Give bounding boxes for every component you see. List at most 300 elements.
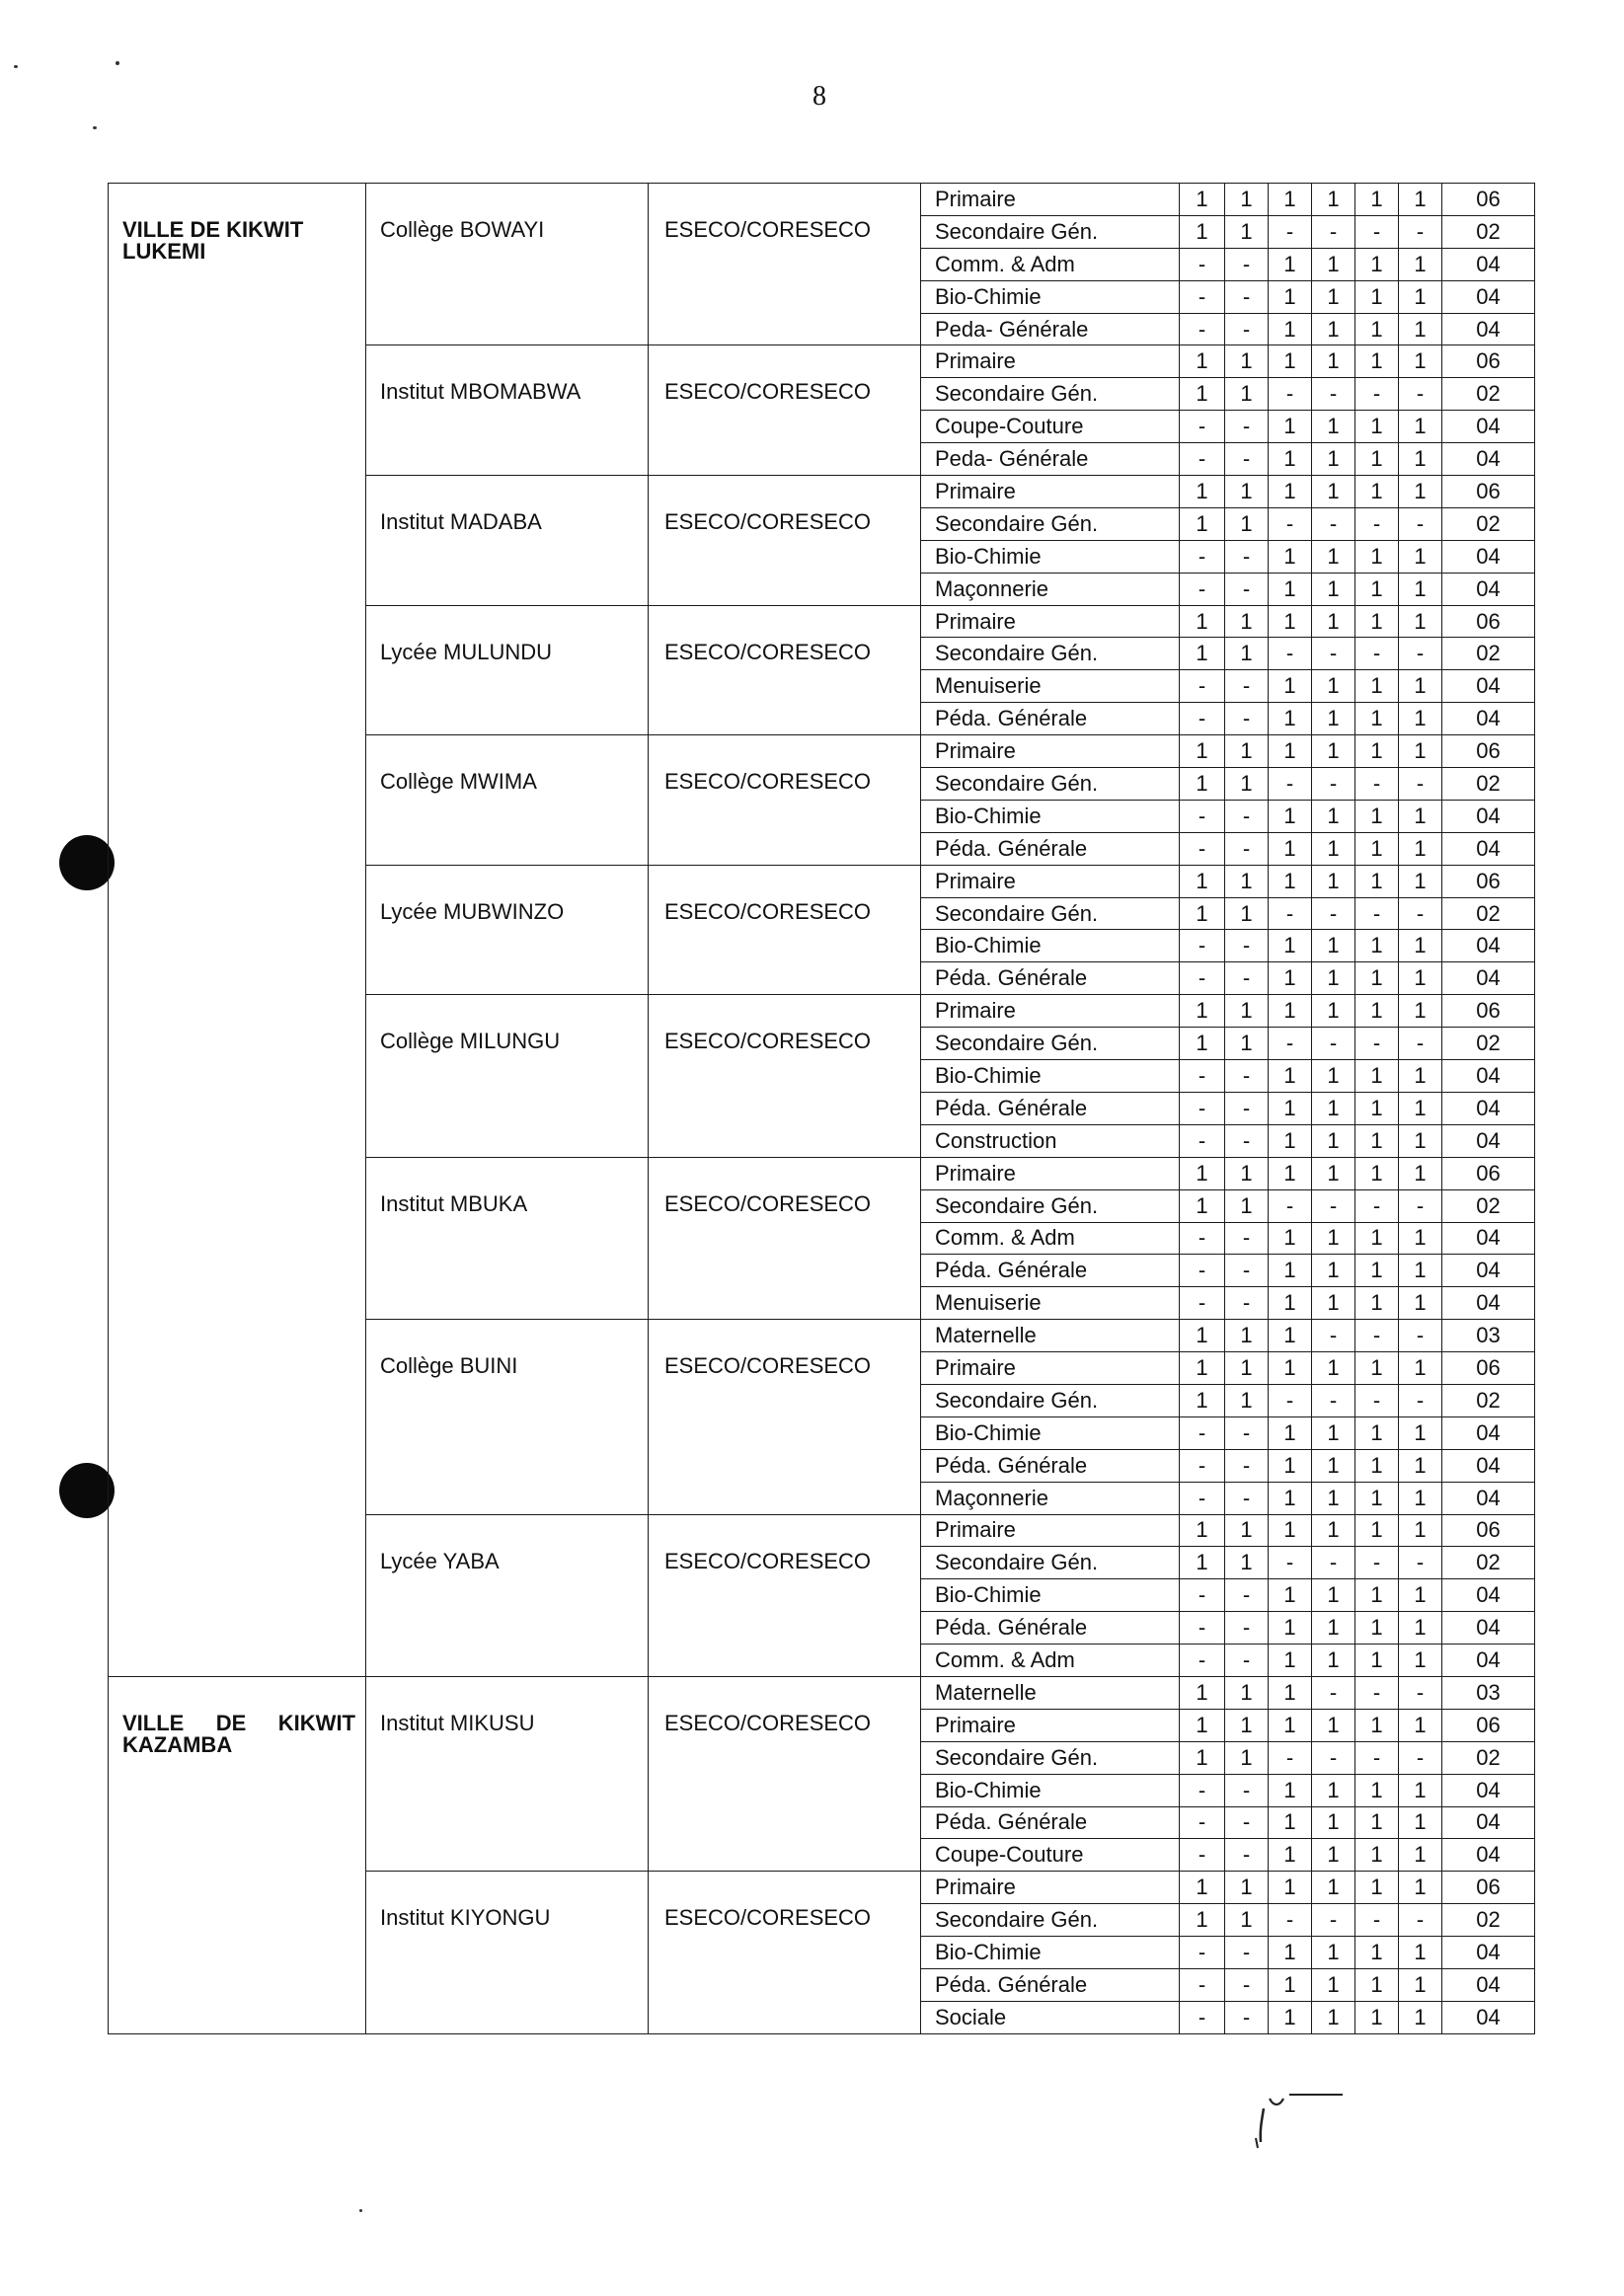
class-total: 04	[1442, 1060, 1535, 1093]
class-mark: 1	[1269, 1872, 1312, 1904]
scan-speck	[116, 61, 119, 65]
class-mark: -	[1399, 215, 1442, 248]
section-name: Bio-Chimie	[921, 1937, 1180, 1969]
class-mark: -	[1225, 1645, 1269, 1677]
section-name: Péda. Générale	[921, 1255, 1180, 1287]
class-mark: 1	[1312, 1482, 1355, 1514]
class-mark: -	[1180, 1092, 1225, 1124]
class-mark: -	[1180, 1222, 1225, 1255]
class-mark: 1	[1355, 573, 1399, 605]
section-name: Coupe-Couture	[921, 1839, 1180, 1872]
section-name: Bio-Chimie	[921, 1579, 1180, 1612]
class-mark: 1	[1269, 1092, 1312, 1124]
class-mark: 1	[1225, 1514, 1269, 1547]
class-mark: -	[1225, 2001, 1269, 2033]
class-mark: -	[1180, 1482, 1225, 1514]
class-total: 04	[1442, 962, 1535, 995]
class-mark: 1	[1355, 1579, 1399, 1612]
class-mark: 1	[1355, 1092, 1399, 1124]
class-mark: 1	[1225, 378, 1269, 411]
class-mark: 1	[1355, 1416, 1399, 1449]
class-mark: -	[1180, 1839, 1225, 1872]
class-mark: 1	[1355, 2001, 1399, 2033]
school-network: ESECO/CORESECO	[649, 345, 921, 476]
class-total: 06	[1442, 735, 1535, 768]
section-name: Péda. Générale	[921, 1092, 1180, 1124]
class-mark: 1	[1225, 1904, 1269, 1937]
class-total: 02	[1442, 378, 1535, 411]
section-name: Primaire	[921, 184, 1180, 216]
class-mark: -	[1355, 638, 1399, 670]
class-mark: 1	[1225, 1547, 1269, 1579]
class-mark: 1	[1180, 768, 1225, 801]
section-name: Maçonnerie	[921, 573, 1180, 605]
class-total: 06	[1442, 1157, 1535, 1189]
class-mark: -	[1225, 1449, 1269, 1482]
section-name: Péda. Générale	[921, 832, 1180, 865]
class-mark: -	[1269, 1384, 1312, 1416]
class-mark: -	[1399, 1384, 1442, 1416]
class-mark: 1	[1355, 670, 1399, 703]
class-mark: 1	[1225, 1872, 1269, 1904]
class-mark: 1	[1180, 1028, 1225, 1060]
class-mark: 1	[1355, 540, 1399, 573]
class-total: 02	[1442, 1741, 1535, 1774]
class-mark: 1	[1269, 1320, 1312, 1352]
class-mark: 1	[1399, 865, 1442, 897]
school-name: Collège MILUNGU	[366, 995, 649, 1157]
class-total: 02	[1442, 638, 1535, 670]
class-mark: 1	[1312, 345, 1355, 378]
class-mark: -	[1355, 378, 1399, 411]
class-mark: 1	[1225, 1320, 1269, 1352]
class-mark: -	[1355, 1384, 1399, 1416]
class-mark: -	[1180, 1806, 1225, 1839]
class-mark: -	[1355, 215, 1399, 248]
class-mark: 1	[1269, 443, 1312, 476]
class-mark: 1	[1269, 1937, 1312, 1969]
class-total: 04	[1442, 1968, 1535, 2001]
class-total: 04	[1442, 313, 1535, 345]
class-mark: -	[1180, 411, 1225, 443]
class-mark: 1	[1312, 411, 1355, 443]
class-mark: -	[1269, 1547, 1312, 1579]
class-mark: 1	[1180, 1514, 1225, 1547]
class-mark: 1	[1399, 1124, 1442, 1157]
class-total: 02	[1442, 897, 1535, 930]
class-mark: 1	[1225, 1676, 1269, 1709]
class-mark: 1	[1399, 2001, 1442, 2033]
class-mark: 1	[1355, 1872, 1399, 1904]
class-mark: -	[1225, 962, 1269, 995]
school-name: Institut MIKUSU	[366, 1676, 649, 1871]
school-network: ESECO/CORESECO	[649, 1872, 921, 2033]
section-name: Secondaire Gén.	[921, 378, 1180, 411]
class-mark: 1	[1355, 1709, 1399, 1741]
class-mark: -	[1180, 1774, 1225, 1806]
class-mark: 1	[1180, 1352, 1225, 1385]
class-mark: 1	[1225, 995, 1269, 1028]
class-mark: 1	[1355, 313, 1399, 345]
section-name: Péda. Générale	[921, 1968, 1180, 2001]
class-mark: 1	[1355, 1449, 1399, 1482]
class-mark: -	[1180, 573, 1225, 605]
class-mark: 1	[1399, 735, 1442, 768]
section-name: Péda. Générale	[921, 962, 1180, 995]
class-mark: 1	[1225, 638, 1269, 670]
class-mark: -	[1180, 1968, 1225, 2001]
section-name: Menuiserie	[921, 1287, 1180, 1320]
class-mark: -	[1225, 280, 1269, 313]
class-mark: -	[1225, 1287, 1269, 1320]
class-mark: -	[1355, 1547, 1399, 1579]
class-mark: -	[1269, 768, 1312, 801]
class-total: 02	[1442, 1189, 1535, 1222]
table-row	[109, 1676, 1535, 1709]
section-name: Bio-Chimie	[921, 800, 1180, 832]
class-mark: 1	[1269, 670, 1312, 703]
class-mark: 1	[1312, 1937, 1355, 1969]
class-mark: -	[1180, 962, 1225, 995]
school-name: Collège BOWAYI	[366, 184, 649, 345]
class-total: 04	[1442, 280, 1535, 313]
class-mark: -	[1180, 1060, 1225, 1093]
class-mark: 1	[1355, 1839, 1399, 1872]
class-mark: -	[1399, 1676, 1442, 1709]
class-mark: -	[1312, 897, 1355, 930]
class-mark: 1	[1269, 345, 1312, 378]
class-mark: 1	[1312, 962, 1355, 995]
class-mark: -	[1355, 897, 1399, 930]
table-row	[109, 184, 1535, 216]
section-name: Primaire	[921, 1514, 1180, 1547]
punch-hole	[59, 835, 115, 890]
class-total: 04	[1442, 573, 1535, 605]
class-mark: 1	[1399, 930, 1442, 962]
class-mark: 1	[1269, 1645, 1312, 1677]
class-mark: -	[1225, 1255, 1269, 1287]
class-mark: 1	[1312, 1709, 1355, 1741]
class-mark: -	[1225, 1482, 1269, 1514]
school-network: ESECO/CORESECO	[649, 1320, 921, 1514]
section-name: Secondaire Gén.	[921, 1741, 1180, 1774]
class-mark: -	[1225, 411, 1269, 443]
class-mark: 1	[1269, 995, 1312, 1028]
class-mark: -	[1355, 1676, 1399, 1709]
class-mark: 1	[1225, 605, 1269, 638]
class-mark: 1	[1312, 703, 1355, 735]
class-mark: 1	[1269, 1449, 1312, 1482]
class-total: 04	[1442, 670, 1535, 703]
class-mark: 1	[1269, 962, 1312, 995]
class-total: 04	[1442, 1806, 1535, 1839]
section-name: Primaire	[921, 865, 1180, 897]
class-mark: 1	[1312, 865, 1355, 897]
class-mark: 1	[1312, 184, 1355, 216]
class-mark: 1	[1399, 832, 1442, 865]
class-mark: -	[1399, 1547, 1442, 1579]
class-mark: 1	[1180, 1904, 1225, 1937]
class-mark: 1	[1269, 540, 1312, 573]
class-mark: -	[1180, 2001, 1225, 2033]
class-mark: -	[1399, 507, 1442, 540]
class-mark: -	[1225, 313, 1269, 345]
class-mark: 1	[1269, 2001, 1312, 2033]
class-total: 06	[1442, 1709, 1535, 1741]
class-mark: -	[1312, 507, 1355, 540]
class-mark: 1	[1399, 670, 1442, 703]
class-mark: 1	[1399, 476, 1442, 508]
school-name: Lycée MULUNDU	[366, 605, 649, 735]
class-mark: 1	[1312, 313, 1355, 345]
class-mark: 1	[1399, 1579, 1442, 1612]
school-name: Institut MADABA	[366, 476, 649, 606]
class-mark: 1	[1399, 573, 1442, 605]
class-mark: 1	[1355, 1482, 1399, 1514]
class-mark: -	[1225, 670, 1269, 703]
class-mark: -	[1269, 1028, 1312, 1060]
class-total: 02	[1442, 215, 1535, 248]
class-mark: 1	[1312, 476, 1355, 508]
class-mark: 1	[1180, 507, 1225, 540]
class-mark: 1	[1312, 1124, 1355, 1157]
section-name: Primaire	[921, 476, 1180, 508]
class-total: 04	[1442, 1416, 1535, 1449]
class-mark: 1	[1269, 573, 1312, 605]
class-total: 02	[1442, 1384, 1535, 1416]
class-total: 02	[1442, 1547, 1535, 1579]
school-name: Lycée YABA	[366, 1514, 649, 1676]
class-mark: 1	[1312, 248, 1355, 280]
class-mark: 1	[1312, 1806, 1355, 1839]
class-mark: 1	[1399, 248, 1442, 280]
class-mark: -	[1225, 1124, 1269, 1157]
class-mark: -	[1269, 1741, 1312, 1774]
class-mark: 1	[1269, 1612, 1312, 1645]
class-mark: -	[1225, 1579, 1269, 1612]
class-mark: 1	[1225, 897, 1269, 930]
school-network: ESECO/CORESECO	[649, 605, 921, 735]
table-body	[109, 184, 1535, 2034]
location-district: LUKEMI	[122, 239, 206, 264]
class-mark: -	[1269, 897, 1312, 930]
class-mark: 1	[1312, 995, 1355, 1028]
class-mark: 1	[1312, 1872, 1355, 1904]
school-network: ESECO/CORESECO	[649, 735, 921, 866]
class-mark: 1	[1312, 1839, 1355, 1872]
class-mark: 1	[1312, 540, 1355, 573]
class-mark: 1	[1225, 476, 1269, 508]
class-mark: 1	[1312, 1092, 1355, 1124]
class-mark: 1	[1355, 605, 1399, 638]
class-total: 06	[1442, 1872, 1535, 1904]
class-total: 04	[1442, 703, 1535, 735]
class-mark: 1	[1269, 1774, 1312, 1806]
class-mark: 1	[1399, 1872, 1442, 1904]
class-mark: 1	[1180, 1676, 1225, 1709]
class-mark: 1	[1269, 735, 1312, 768]
class-total: 04	[1442, 1255, 1535, 1287]
class-mark: -	[1355, 1904, 1399, 1937]
class-mark: 1	[1225, 1189, 1269, 1222]
class-mark: 1	[1312, 573, 1355, 605]
class-mark: -	[1399, 1741, 1442, 1774]
section-name: Bio-Chimie	[921, 1416, 1180, 1449]
class-mark: 1	[1399, 1287, 1442, 1320]
class-mark: 1	[1399, 605, 1442, 638]
class-mark: -	[1180, 280, 1225, 313]
class-mark: 1	[1269, 1482, 1312, 1514]
class-mark: 1	[1269, 930, 1312, 962]
class-mark: 1	[1399, 1449, 1442, 1482]
class-mark: 1	[1269, 1416, 1312, 1449]
class-mark: -	[1225, 1222, 1269, 1255]
class-mark: -	[1355, 1028, 1399, 1060]
section-name: Bio-Chimie	[921, 930, 1180, 962]
class-mark: 1	[1355, 1645, 1399, 1677]
class-mark: 1	[1225, 1352, 1269, 1385]
class-total: 04	[1442, 1612, 1535, 1645]
section-name: Comm. & Adm	[921, 1222, 1180, 1255]
class-mark: 1	[1399, 1612, 1442, 1645]
class-mark: 1	[1355, 1774, 1399, 1806]
class-mark: 1	[1312, 1612, 1355, 1645]
class-mark: 1	[1399, 1645, 1442, 1677]
class-mark: -	[1225, 1774, 1269, 1806]
class-mark: 1	[1312, 1352, 1355, 1385]
class-total: 04	[1442, 800, 1535, 832]
class-mark: 1	[1180, 995, 1225, 1028]
class-mark: -	[1269, 1189, 1312, 1222]
handwritten-mark	[1246, 2091, 1354, 2150]
class-total: 04	[1442, 1482, 1535, 1514]
class-mark: -	[1180, 443, 1225, 476]
class-mark: 1	[1180, 735, 1225, 768]
class-mark: -	[1225, 1416, 1269, 1449]
class-mark: 1	[1399, 1482, 1442, 1514]
class-mark: -	[1312, 1384, 1355, 1416]
class-mark: 1	[1269, 184, 1312, 216]
class-total: 04	[1442, 1222, 1535, 1255]
class-mark: 1	[1312, 280, 1355, 313]
class-mark: -	[1355, 1189, 1399, 1222]
school-name: Lycée MUBWINZO	[366, 865, 649, 995]
class-mark: 1	[1180, 1320, 1225, 1352]
class-mark: 1	[1399, 1255, 1442, 1287]
location-cell	[109, 184, 366, 1677]
class-mark: 1	[1399, 703, 1442, 735]
class-mark: 1	[1225, 184, 1269, 216]
class-mark: 1	[1269, 832, 1312, 865]
class-mark: 1	[1312, 1514, 1355, 1547]
class-mark: 1	[1399, 540, 1442, 573]
class-mark: 1	[1399, 1709, 1442, 1741]
class-mark: 1	[1312, 1157, 1355, 1189]
class-mark: 1	[1355, 1287, 1399, 1320]
class-mark: -	[1225, 832, 1269, 865]
class-mark: 1	[1355, 1124, 1399, 1157]
class-mark: -	[1399, 378, 1442, 411]
class-mark: 1	[1225, 1157, 1269, 1189]
class-mark: 1	[1180, 1547, 1225, 1579]
class-mark: -	[1312, 1904, 1355, 1937]
class-mark: 1	[1399, 800, 1442, 832]
location-district: KAZAMBA	[122, 1731, 233, 1757]
section-name: Bio-Chimie	[921, 1774, 1180, 1806]
class-mark: -	[1180, 930, 1225, 962]
class-mark: 1	[1269, 1579, 1312, 1612]
class-mark: 1	[1399, 313, 1442, 345]
section-name: Primaire	[921, 1157, 1180, 1189]
class-total: 06	[1442, 995, 1535, 1028]
class-mark: 1	[1269, 703, 1312, 735]
section-name: Secondaire Gén.	[921, 1904, 1180, 1937]
class-mark: 1	[1180, 1189, 1225, 1222]
class-mark: 1	[1355, 800, 1399, 832]
class-mark: 1	[1225, 215, 1269, 248]
class-total: 03	[1442, 1676, 1535, 1709]
class-total: 06	[1442, 184, 1535, 216]
school-network: ESECO/CORESECO	[649, 1676, 921, 1871]
class-mark: -	[1312, 1547, 1355, 1579]
class-total: 04	[1442, 2001, 1535, 2033]
class-mark: 1	[1269, 1124, 1312, 1157]
section-name: Primaire	[921, 345, 1180, 378]
class-mark: 1	[1269, 1709, 1312, 1741]
class-mark: 1	[1312, 930, 1355, 962]
class-mark: 1	[1399, 1092, 1442, 1124]
class-mark: -	[1180, 1579, 1225, 1612]
class-mark: -	[1269, 507, 1312, 540]
class-mark: 1	[1225, 1741, 1269, 1774]
class-mark: 1	[1399, 1968, 1442, 2001]
class-mark: -	[1399, 638, 1442, 670]
class-mark: 1	[1399, 411, 1442, 443]
class-mark: 1	[1180, 476, 1225, 508]
class-mark: 1	[1225, 507, 1269, 540]
class-mark: -	[1180, 800, 1225, 832]
section-name: Peda- Générale	[921, 313, 1180, 345]
class-mark: -	[1225, 703, 1269, 735]
class-mark: 1	[1180, 638, 1225, 670]
section-name: Peda- Générale	[921, 443, 1180, 476]
section-name: Primaire	[921, 995, 1180, 1028]
section-name: Secondaire Gén.	[921, 897, 1180, 930]
class-mark: 1	[1399, 1514, 1442, 1547]
class-mark: 1	[1269, 313, 1312, 345]
class-total: 06	[1442, 1514, 1535, 1547]
class-mark: 1	[1269, 1060, 1312, 1093]
class-total: 03	[1442, 1320, 1535, 1352]
class-mark: 1	[1355, 865, 1399, 897]
class-mark: -	[1399, 897, 1442, 930]
class-mark: 1	[1269, 248, 1312, 280]
class-mark: -	[1180, 248, 1225, 280]
class-mark: -	[1312, 1320, 1355, 1352]
class-mark: 1	[1269, 865, 1312, 897]
section-name: Bio-Chimie	[921, 540, 1180, 573]
class-mark: -	[1312, 1189, 1355, 1222]
class-mark: -	[1269, 638, 1312, 670]
class-mark: 1	[1225, 735, 1269, 768]
class-total: 04	[1442, 1092, 1535, 1124]
location-name: VILLE DE KIKWIT	[122, 1710, 355, 1735]
class-total: 02	[1442, 1904, 1535, 1937]
section-name: Secondaire Gén.	[921, 215, 1180, 248]
section-name: Menuiserie	[921, 670, 1180, 703]
class-mark: 1	[1312, 832, 1355, 865]
class-mark: -	[1225, 540, 1269, 573]
